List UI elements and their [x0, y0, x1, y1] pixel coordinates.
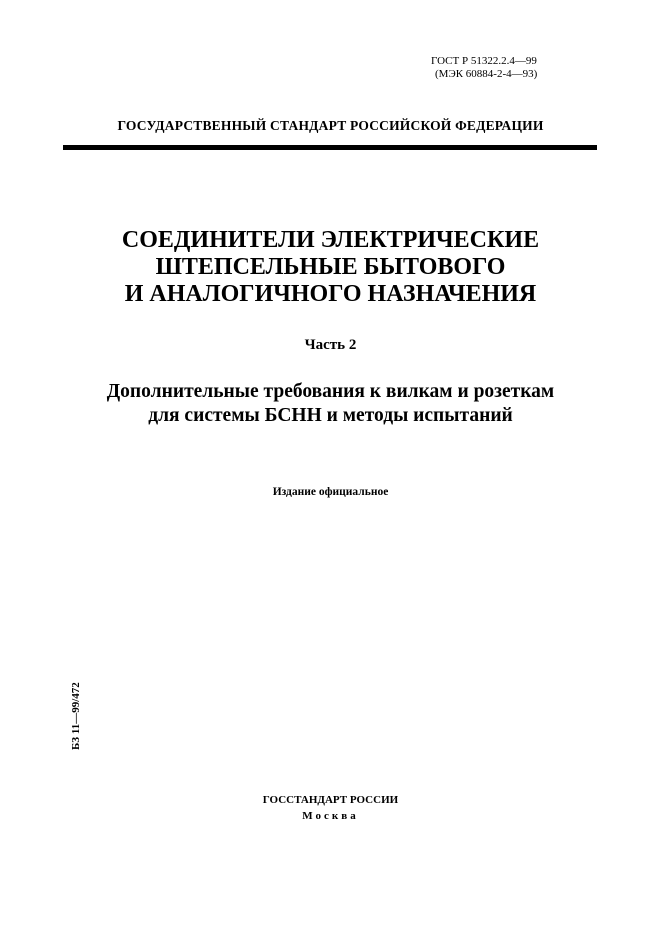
publisher-city: Москва — [302, 810, 359, 822]
title-line: СОЕДИНИТЕЛИ ЭЛЕКТРИЧЕСКИЕ — [121, 227, 540, 253]
title-line: ШТЕПСЕЛЬНЫЕ БЫТОВОГО — [155, 254, 506, 280]
subtitle-line: для системы БСНН и методы испытаний — [148, 405, 513, 426]
document-title — [0, 227, 661, 308]
document-subtitle — [0, 380, 661, 428]
publisher-block — [0, 792, 661, 824]
gost-code: ГОСТ Р 51322.2.4—99 — [431, 55, 537, 67]
iec-code: (МЭК 60884-2-4—93) — [435, 68, 538, 80]
document-codes — [400, 55, 600, 81]
title-line: И АНАЛОГИЧНОГО НАЗНАЧЕНИЯ — [124, 281, 537, 307]
standard-header: ГОСУДАРСТВЕННЫЙ СТАНДАРТ РОССИЙСКОЙ ФЕДЕРАЦИИ — [117, 118, 544, 133]
part-label: Часть 2 — [304, 337, 357, 353]
edition-label: Издание официальное — [272, 486, 389, 498]
publisher-name: ГОССТАНДАРТ РОССИИ — [262, 794, 399, 806]
subtitle-line: Дополнительные требования к вилкам и розеткам — [106, 381, 555, 402]
header-rule — [63, 145, 597, 150]
side-registration-code: БЗ 11—99/472 — [70, 682, 82, 750]
